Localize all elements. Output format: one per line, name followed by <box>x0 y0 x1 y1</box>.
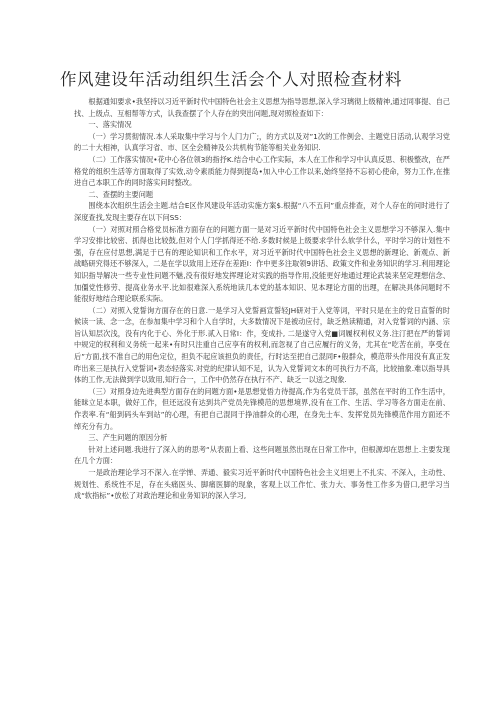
body-paragraph: （一）学习贯彻情况.本人采取集中学习与个人门力广;，的方式以及对”1次的工作例会、主题党日活动,认观学习党的二十大相神，认真学习省、市、区全会精神及公共机构节能等相关业务知识. <box>74 131 450 153</box>
document-body <box>74 96 450 502</box>
intro-paragraph: 根据通知要求•我坚持以习近平新时代中国特色社会主义思想为指导思想,深入学习璃彻上级精神,通过同事提、自己找、上级点、互相帮等方式，认我查摆了个人存在的突出问题,现对照检查如下： <box>74 97 450 118</box>
section-heading: 一、落实情况 <box>88 120 132 130</box>
body-paragraph: （一）对照对照合格党员标准方面存在的问题方面一是对习近平新时代中国特色社会主义思想学习不够深入.集中学习安排比较密、抓得也比较鼓,但对个人门学抓得还不给.多数时候是上级要求学什么软学什么，平时学习的计划性不强，存在应付思想,满足于已有的理论知识和工作水平，对习近平新时代中国特色社会主义思想的新理论、新观点、新战略研究得还不够深入，二是在学以致用上还存在差距I：作中更多注取领9讲话、政策文件和业务知识的学习.利用理论知识指导解决一些专业性问题不魅,没有很好地发挥理论对实践的指导作用,没能更好地通过理论武装来坚定理想信念、加僵党性修劳、提高业务水平.比如很难深入系统地读几本党的基本知识、见本理论方面的出理，在解决具体问题时不能很好地结合理论联系实际。 <box>74 224 450 304</box>
body-paragraph: （二）对照入党誓询方面存在的日意.一是学习入党誓画宣誓轻JH研对于入党等词，平时只是在主的党日直誓的时候读一读、念一念，在参加集中学习和个人自学时，大多数情况下是被动应付，缺乏熟读精通，对入党誓词的内涵、宗旨认知层次浅，没有内化于心、外化于形.贰入日常I：作，变成扑, 二是遂守入党■词履权利权义务.注汀把在严的誓词中规定的权利和义务统一起来•有时只注重自己应享有的权利,而忽视了自己应履行的义务，尤其在“吃苦在前，享受在后”方面,找不准自己的用色定位，担负不起应该担负的责任，行时达至把自己混同F•般群众，模范带头作用没有真正发昨出来三是执行入党誓词•表态轻落实.对党的纪律认知不足，认为入党誓词文本的可执行力不高，比较抽象.难以指导具体的工作,无法做到学以致用,知行合一，工作中仍然存在执行不产、缺乏一以送之现象. <box>74 305 450 385</box>
section-heading: 三、产生问题的原因分析 <box>88 433 168 443</box>
body-paragraph: 围绕本次组织生活会主题.结合E区作风建设年活动实施方案$.根据“八不五问”重点排查，对个人存在的问时进行了深度查找,发现主要存在以下问SS： <box>74 201 450 222</box>
document-title: 作风建设年活动组织生活会个人对照检查材料 <box>60 70 402 89</box>
body-paragraph: （三）对照身边先进典型方面存在的问题方面•是思想觉悟力待提高,作为名党员干部，虽然在平时的工作生活中，能昧立足本职，做好工作，但还远没有达到共产党员先锋模范的思想境界,没有在工作、生活、学习等各方面走在前、作表率.有“船到码头车到站”的心理，有把自己混同于挣油群众的心理，在身先士车、发挥党员先锋模范作用方面还不绰充分有力。 <box>74 386 450 431</box>
body-paragraph: 针对上述问题.我进行了深入的的思考“从表面上看、这些问题虽然出现在日常工作中，但根源却在思想上.主要发现在几个方面： <box>74 444 450 466</box>
section-heading: 二、查摆的主要问题 <box>88 189 154 199</box>
body-paragraph: 一是政治理论学习不深入.在学惮、弄通、毅实习近平新时代中国特色社会主义坦更上不扎实、不深入，主动性、规划性、系统性不足，存在头痛医头、脚痛医脚的现象，客观上以工作忙、张力大、事务性工作多为借口,把学习当成“软指标”•放松了对政治理论和业务知识的深入学习, <box>74 468 450 501</box>
body-paragraph: （二）工作落实情况•花中心各位领3的指抒K.结合中心工作实际，本人在工作和学习中认真反思、积极整改，在严格党的组织生活等方面取得了实效,动令素质能力得到提岛•加入中心工作以来,始终坚持不忘初心使命，努力工作,在推进自己本职工作的同时落实问时整改。 <box>74 154 450 188</box>
